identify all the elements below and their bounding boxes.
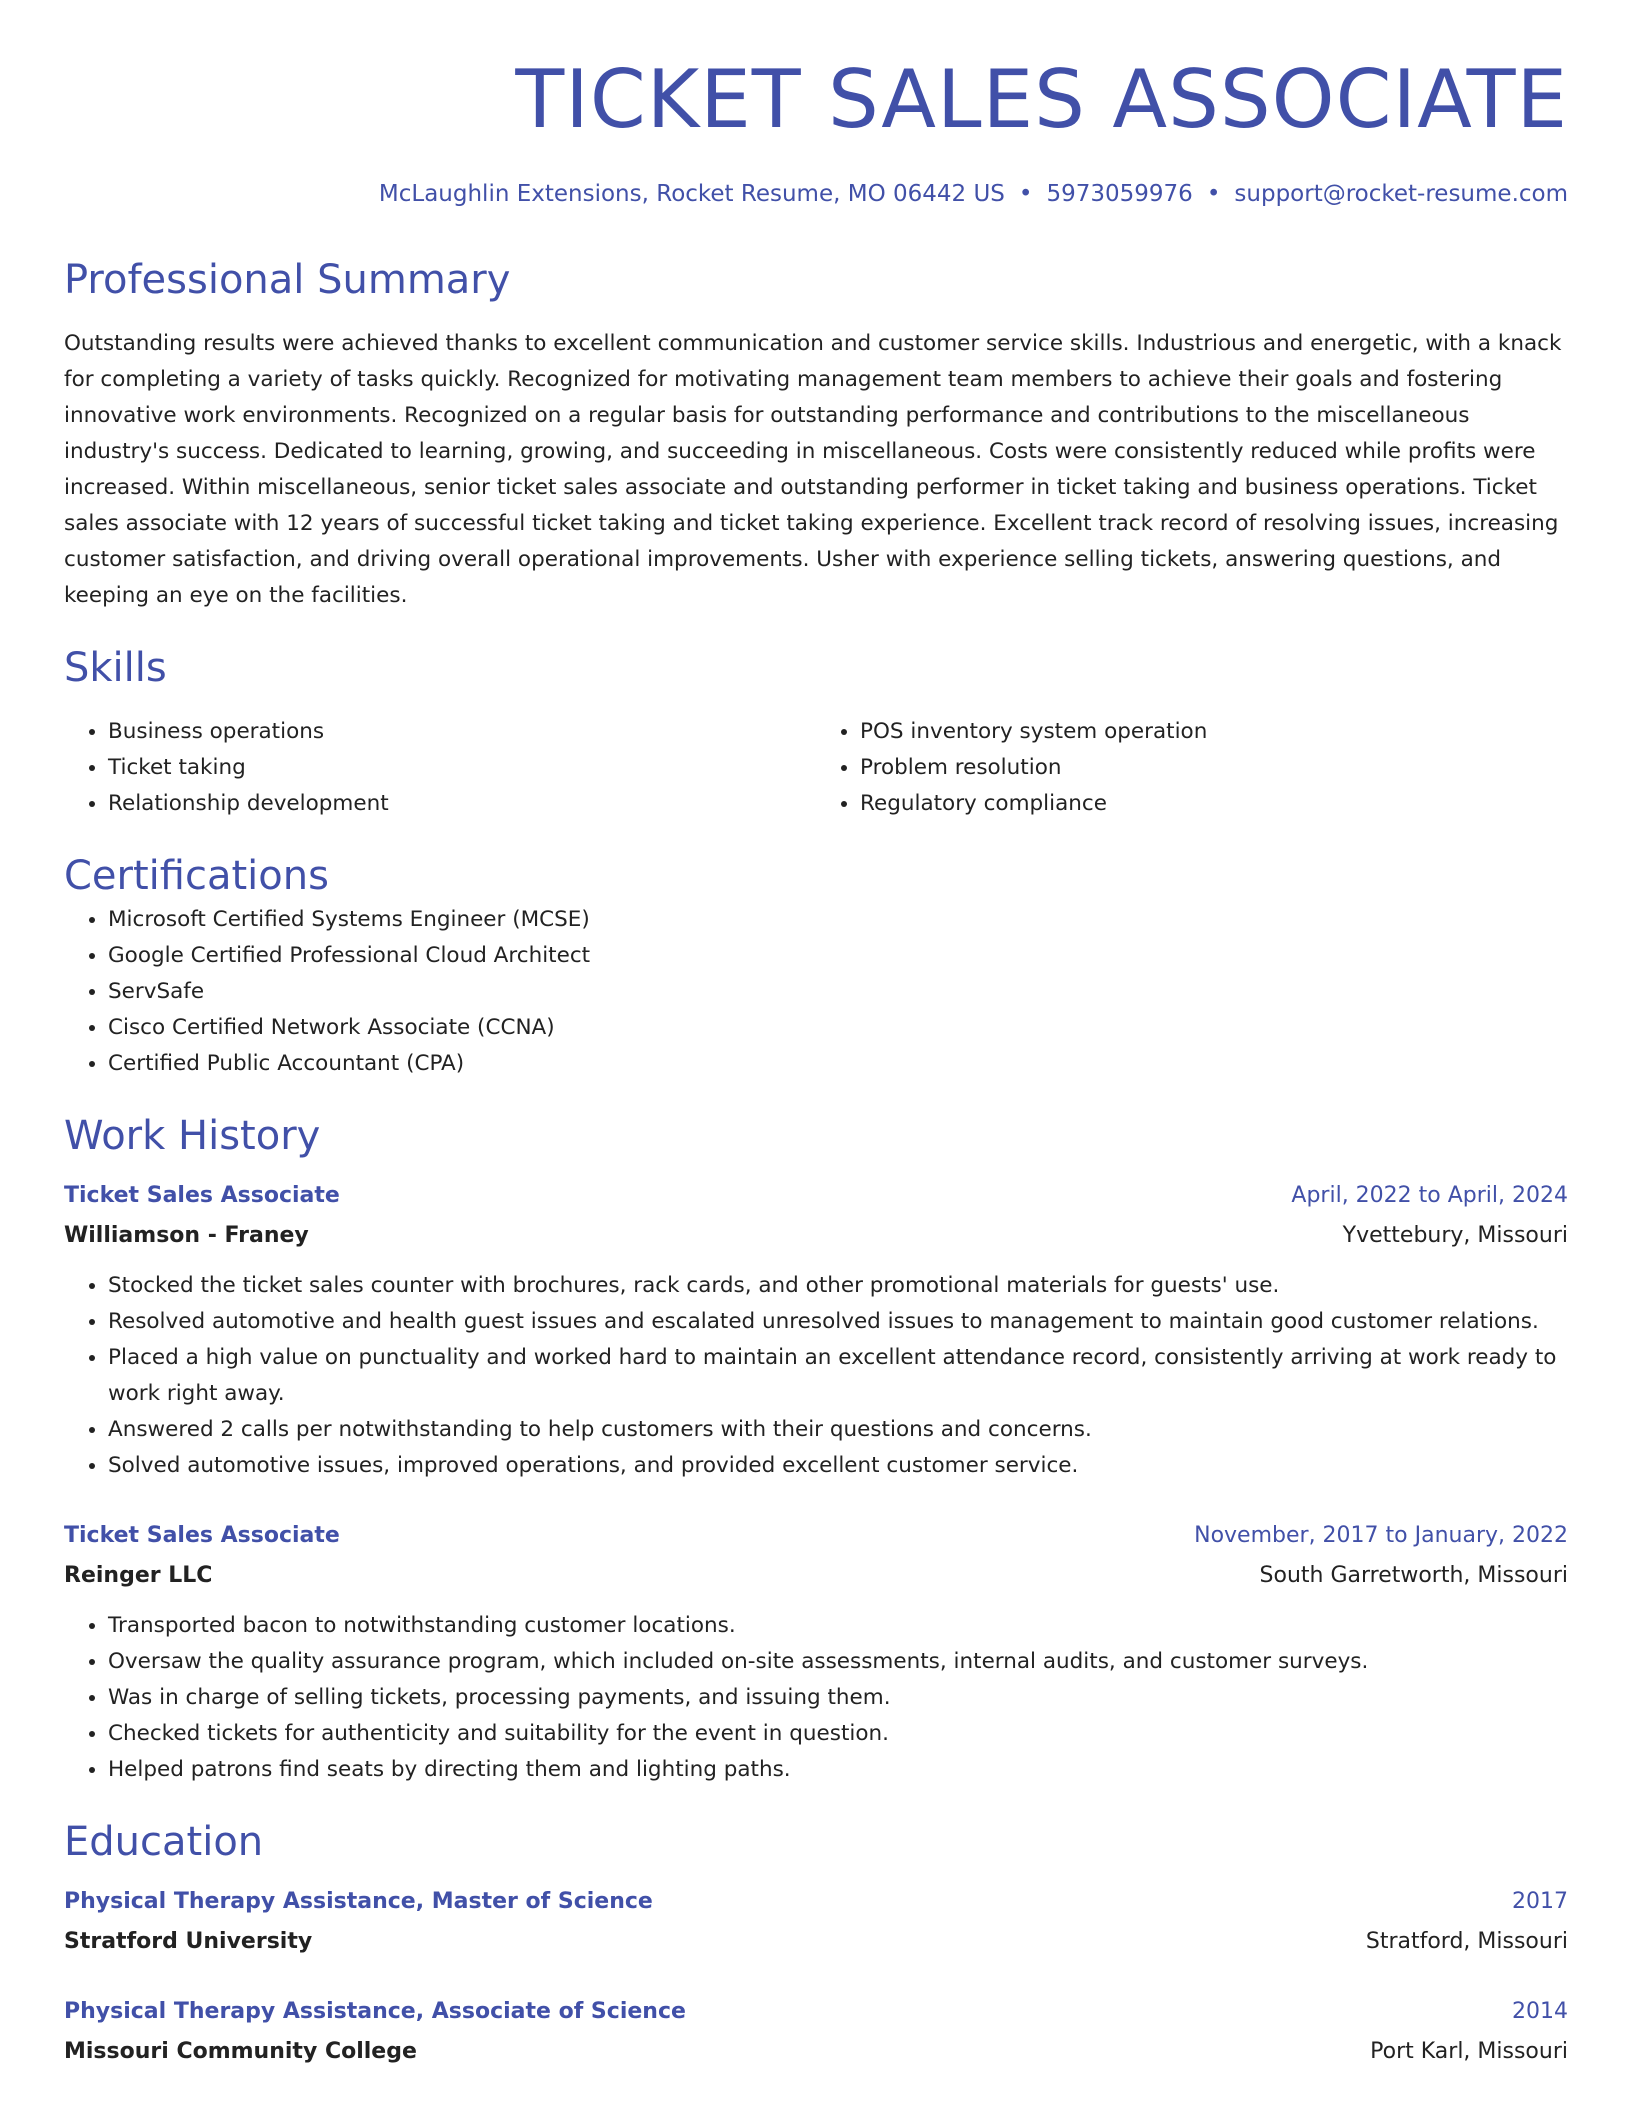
education-year: 2014: [1512, 1999, 1568, 2024]
certification-item: • Cisco Certified Network Associate (CCNA): [108, 1010, 1568, 1046]
contact-separator: •: [1018, 181, 1033, 207]
job-company: Williamson - Franey: [64, 1223, 309, 1248]
job-duty: • Oversaw the quality assurance program, which included on-site assessments, internal audits, and customer surveys.: [108, 1644, 1568, 1680]
education-entry: [64, 1994, 1568, 2070]
resume-name: TICKET SALES ASSOCIATE: [515, 53, 1568, 146]
job-dates: April, 2022 to April, 2024: [1291, 1183, 1568, 1208]
skill-item: • Ticket taking: [108, 750, 816, 786]
education-school: Missouri Community College: [64, 2039, 417, 2064]
contact-address: McLaughlin Extensions, Rocket Resume, MO 06442 US: [378, 181, 1005, 207]
job-title: Ticket Sales Associate: [64, 1183, 340, 1208]
contact-email[interactable]: support@rocket-resume.com: [1234, 181, 1568, 207]
certifications-heading: Certifications: [64, 853, 329, 899]
job-company: Reinger LLC: [64, 1563, 213, 1588]
job-company-row: [64, 1214, 1568, 1254]
certification-item: • ServSafe: [108, 974, 1568, 1010]
education-degree: Physical Therapy Assistance, Associate of Science: [64, 1999, 686, 2024]
certification-item: • Google Certified Professional Cloud Architect: [108, 938, 1568, 974]
job-location: Yvettebury, Missouri: [1342, 1223, 1568, 1248]
skills-column-right: [816, 714, 1568, 822]
education-degree-row: [64, 1884, 1568, 1920]
summary-text: Outstanding results were achieved thanks to excellent communication and customer service skills. Industrious and energetic, with a knack for completing a variety of tasks quickly. Recognized for motivating management team members to achieve their goals and fostering innovative work environments. Recognized on a regular basis for outstanding performance and contributions to the miscellaneous industry's success. Dedicated to learning, growing, and succeeding in miscellaneous. Costs were consistently reduced while profits were increased. Within miscellaneous, senior ticket sales associate and outstanding performer in ticket taking and business operations. Ticket sales associate with 12 years of successful ticket taking and ticket taking experience. Excellent track record of resolving issues, increasing customer satisfaction, and driving overall operational improvements. Usher with experience selling tickets, answering questions, and keeping an eye on the facilities.: [64, 331, 1562, 608]
education-school-row: [64, 1920, 1568, 1960]
job-company-row: [64, 1554, 1568, 1594]
education-school-row: [64, 2030, 1568, 2070]
work-history-heading: Work History: [64, 1113, 321, 1159]
job-duty: • Stocked the ticket sales counter with brochures, rack cards, and other promotional materials for guests' use.: [108, 1268, 1568, 1304]
job-duty: • Solved automotive issues, improved operations, and provided excellent customer service.: [108, 1448, 1568, 1484]
education-degree-row: [64, 1994, 1568, 2030]
education-heading: Education: [64, 1819, 264, 1865]
job-title: Ticket Sales Associate: [64, 1523, 340, 1548]
contact-line: [64, 178, 1568, 210]
job-duties: [64, 1268, 1568, 1484]
job-duty: • Transported bacon to notwithstanding customer locations.: [108, 1608, 1568, 1644]
education-location: Port Karl, Missouri: [1370, 2039, 1568, 2064]
skills-heading: Skills: [64, 645, 167, 691]
job-entry: [64, 1178, 1568, 1484]
job-duty: • Helped patrons find seats by directing them and lighting paths.: [108, 1752, 1568, 1788]
skill-item: • Problem resolution: [860, 750, 1568, 786]
education-year: 2017: [1512, 1889, 1568, 1914]
education-school: Stratford University: [64, 1929, 313, 1954]
skill-item: • Regulatory compliance: [860, 786, 1568, 822]
certification-item: • Certified Public Accountant (CPA): [108, 1046, 1568, 1082]
job-dates: November, 2017 to January, 2022: [1194, 1523, 1568, 1548]
job-duty: • Was in charge of selling tickets, processing payments, and issuing them.: [108, 1680, 1568, 1716]
skills-column-left: [64, 714, 816, 822]
job-location: South Garretworth, Missouri: [1259, 1563, 1568, 1588]
education-entry: [64, 1884, 1568, 1960]
certifications-list: [64, 902, 1568, 1082]
education-location: Stratford, Missouri: [1365, 1929, 1568, 1954]
contact-separator: •: [1206, 181, 1221, 207]
skill-item: • Business operations: [108, 714, 816, 750]
education-degree: Physical Therapy Assistance, Master of Science: [64, 1889, 653, 1914]
job-duty: • Placed a high value on punctuality and worked hard to maintain an excellent attendance record, consistently arriving at work ready to work right away.: [108, 1340, 1568, 1412]
skill-item: • POS inventory system operation: [860, 714, 1568, 750]
job-duty: • Resolved automotive and health guest issues and escalated unresolved issues to management to maintain good customer relations.: [108, 1304, 1568, 1340]
job-entry: [64, 1518, 1568, 1788]
skill-item: • Relationship development: [108, 786, 816, 822]
job-title-row: [64, 1518, 1568, 1554]
job-duty: • Answered 2 calls per notwithstanding to help customers with their questions and concerns.: [108, 1412, 1568, 1448]
job-duties: [64, 1608, 1568, 1788]
job-title-row: [64, 1178, 1568, 1214]
job-duty: • Checked tickets for authenticity and suitability for the event in question.: [108, 1716, 1568, 1752]
summary-heading: Professional Summary: [64, 257, 511, 303]
certification-item: • Microsoft Certified Systems Engineer (MCSE): [108, 902, 1568, 938]
skills-list: [64, 714, 1568, 822]
contact-phone: 5973059976: [1046, 181, 1193, 207]
resume-header: [64, 0, 1568, 210]
